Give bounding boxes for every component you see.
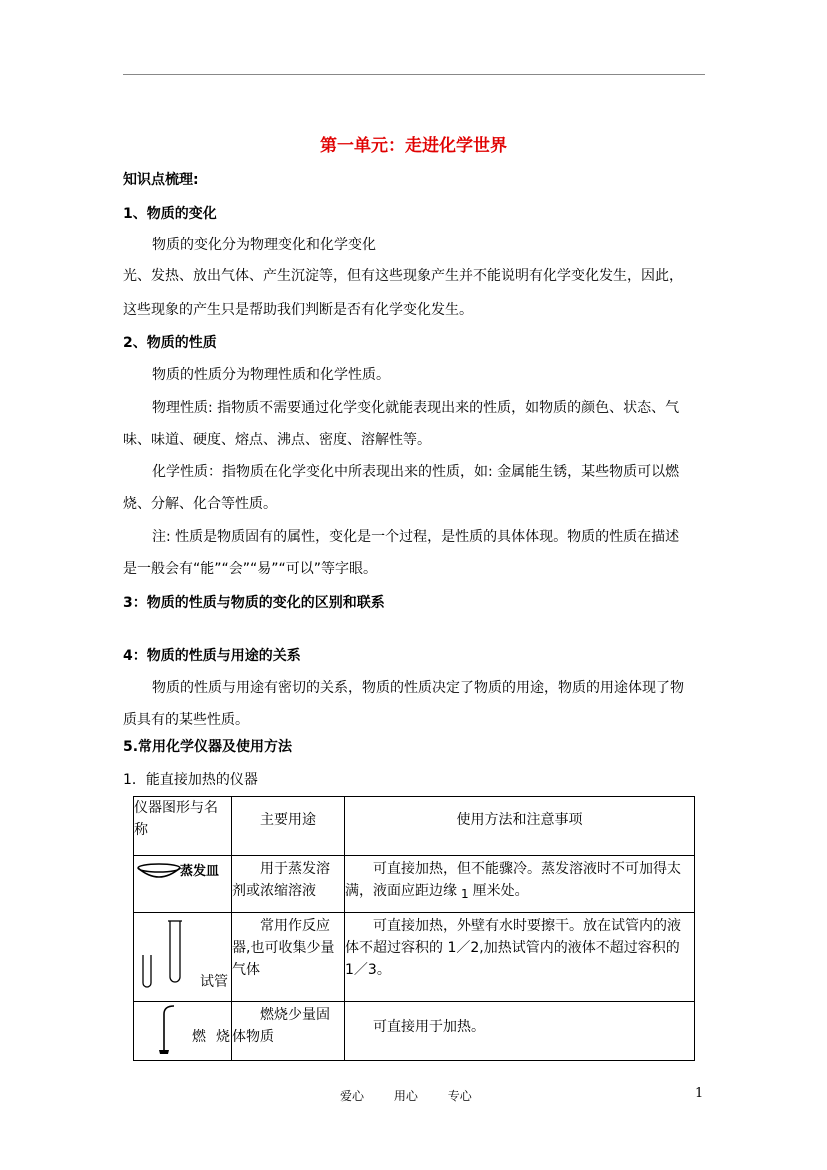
use-cell	[232, 1002, 345, 1061]
use-text: 气体	[232, 962, 260, 978]
use-cell	[232, 856, 345, 913]
footer-text: 专心	[447, 1089, 472, 1103]
header-label: 仪器图形与名	[134, 800, 218, 816]
section-5-heading: 5.常用化学仪器及使用方法	[123, 739, 293, 755]
method-text: 1／3。	[345, 962, 391, 978]
section-3-heading: 3：物质的性质与物质的变化的区别和联系	[123, 595, 385, 611]
section-1-paragraph: 光、发热、放出气体、产生沉淀等，但有这些现象产生并不能说明有化学变化发生，因此，	[123, 268, 683, 284]
table-header-row	[134, 797, 695, 856]
section-2-note: 注: 性质是物质固有的属性，变化是一个过程，是性质的具体体现。物质的性质在描述	[152, 529, 680, 545]
instrument-cell	[134, 856, 232, 913]
page-number: 1	[695, 1086, 704, 1101]
method-cell	[345, 856, 695, 913]
section-5-subheading: 1．能直接加热的仪器	[123, 772, 258, 788]
footer-text: 爱心	[340, 1089, 365, 1103]
section-4-paragraph: 质具有的某些性质。	[123, 712, 249, 728]
method-text: 可直接加热，外壁有水时要擦干。放在试管内的液	[373, 918, 681, 934]
section-2-paragraph: 物理性质: 指物质不需要通过化学变化就能表现出来的性质，如物质的颜色、状态、气	[152, 400, 680, 416]
section-1-heading: 1、物质的变化	[123, 206, 217, 222]
use-cell	[232, 913, 345, 1002]
instrument-name: 蒸发皿	[180, 864, 220, 879]
section-2-heading: 2、物质的性质	[123, 335, 217, 351]
method-cell	[345, 913, 695, 1002]
table-row	[134, 856, 695, 913]
header-label: 称	[134, 822, 148, 838]
section-4-paragraph: 物质的性质与用途有密切的关系，物质的性质决定了物质的用途，物质的用途体现了物	[152, 680, 684, 696]
section-2-paragraph: 烧、分解、化合等性质。	[123, 496, 277, 512]
header-rule	[123, 74, 705, 75]
combustion-spoon-icon	[156, 1004, 186, 1058]
instrument-name: 燃	[192, 1029, 206, 1045]
section-2-paragraph: 味、味道、硬度、熔点、沸点、密度、溶解性等。	[123, 432, 431, 448]
method-text	[345, 880, 694, 902]
use-text: 剂或浓缩溶液	[232, 883, 316, 899]
method-text: 可直接加热，但不能骤冷。蒸发溶液时不可加得太	[373, 861, 681, 877]
section-4-heading: 4：物质的性质与用途的关系	[123, 648, 301, 664]
footer	[340, 1087, 498, 1104]
evaporating-dish-icon	[136, 862, 182, 882]
method-text: 可直接用于加热。	[373, 1019, 485, 1035]
use-text: 体物质	[232, 1029, 274, 1045]
method-cell	[345, 1002, 695, 1061]
instrument-cell	[134, 1002, 232, 1061]
method-number: 1	[461, 887, 469, 901]
instrument-table	[133, 796, 695, 1061]
method-text-part: 厘米处。	[472, 883, 529, 899]
test-tube-icon	[140, 919, 186, 989]
instrument-name: 烧	[216, 1029, 230, 1045]
header-label: 主要用途	[260, 812, 316, 828]
footer-text: 用心	[393, 1089, 418, 1103]
section-1-paragraph: 这些现象的产生只是帮助我们判断是否有化学变化发生。	[123, 302, 473, 318]
table-row	[134, 913, 695, 1002]
instrument-cell	[134, 913, 232, 1002]
use-text: 用于蒸发溶	[260, 861, 330, 877]
method-text-part: 满，液面应距边缘	[345, 883, 457, 899]
use-text: 燃烧少量固	[260, 1007, 330, 1023]
section-1-paragraph: 物质的变化分为物理变化和化学变化	[152, 237, 376, 253]
instrument-name: 试管	[200, 974, 228, 990]
section-2-paragraph: 物质的性质分为物理性质和化学性质。	[152, 367, 390, 383]
method-text: 体不超过容积的 1／2,加热试管内的液体不超过容积的	[345, 940, 680, 956]
table-row	[134, 1002, 695, 1061]
use-text: 常用作反应	[260, 918, 330, 934]
page-title: 第一单元：走进化学世界	[320, 136, 507, 156]
header-cell	[134, 797, 232, 856]
header-cell	[232, 797, 345, 856]
use-text: 器,也可收集少量	[232, 940, 335, 956]
section-2-paragraph: 化学性质：指物质在化学变化中所表现出来的性质，如: 金属能生锈，某些物质可以燃	[152, 464, 680, 480]
section-2-note: 是一般会有“能”“会”“易”“可以”等字眼。	[123, 561, 378, 577]
summary-heading: 知识点梳理:	[123, 172, 199, 188]
header-label: 使用方法和注意事项	[456, 812, 583, 828]
header-cell	[345, 797, 695, 856]
